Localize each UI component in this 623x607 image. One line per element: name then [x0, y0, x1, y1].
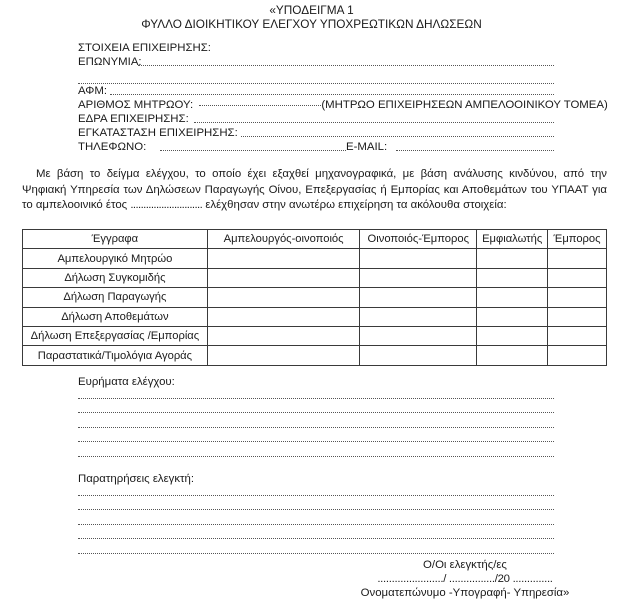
phone-field[interactable] [160, 150, 346, 151]
table-cell[interactable] [477, 346, 548, 365]
afm-field[interactable] [110, 94, 554, 95]
table-cell[interactable] [548, 326, 607, 345]
header-documents: Έγγραφα [23, 230, 208, 249]
row-label: Δήλωση Αποθεμάτων [23, 307, 208, 326]
email-label: E-MAIL: [346, 141, 388, 153]
table-cell[interactable] [477, 326, 548, 345]
table-cell[interactable] [477, 307, 548, 326]
installation-field[interactable] [241, 136, 554, 137]
name-field[interactable] [138, 65, 554, 66]
installation-field-row [78, 127, 554, 139]
installation-label: ΕΓΚΑΤΑΣΤΑΣΗ ΕΠΙΧΕΙΡΗΣΗΣ: [78, 127, 238, 139]
remarks-line[interactable] [78, 553, 554, 554]
table-cell[interactable] [207, 307, 360, 326]
documents-table [22, 229, 607, 366]
registry-field-row [78, 99, 608, 111]
table-cell[interactable] [548, 288, 607, 307]
form-subtitle: «ΥΠΟΔΕΙΓΜΑ 1 [269, 3, 354, 17]
row-label: Δήλωση Συγκομιδής [23, 268, 208, 287]
header-grower-winemaker: Αμπελουργός-οινοποιός [207, 230, 360, 249]
table-cell[interactable] [360, 288, 477, 307]
table-row [23, 307, 607, 326]
seat-label: ΕΔΡΑ ΕΠΙΧΕΙΡΗΣΗΣ: [78, 113, 189, 125]
seat-field[interactable] [194, 122, 554, 123]
remarks-label: Παρατηρήσεις ελεγκτή: [78, 473, 195, 485]
table-cell[interactable] [360, 346, 477, 365]
table-cell[interactable] [477, 288, 548, 307]
registry-label: ΑΡΙΘΜΟΣ ΜΗΤΡΩΟΥ: [78, 99, 194, 111]
name-field-row [78, 56, 554, 68]
row-label: Δήλωση Επεξεργασίας /Εμπορίας [23, 326, 208, 345]
remarks-line[interactable] [78, 524, 554, 525]
findings-line[interactable] [78, 456, 554, 457]
phone-label: ΤΗΛΕΦΩΝΟ: [78, 141, 147, 153]
row-label: Δήλωση Παραγωγής [23, 288, 208, 307]
intro-text-part2: ελέχθησαν στην ανωτέρω επιχείρηση τα ακόλουθα στοιχεία: [205, 199, 507, 211]
seat-field-row [78, 113, 554, 125]
findings-label: Ευρήματα ελέγχου: [78, 376, 175, 388]
registry-field[interactable] [199, 105, 321, 106]
table-cell[interactable] [207, 288, 360, 307]
findings-line[interactable] [78, 398, 554, 399]
table-row [23, 326, 607, 345]
intro-text-part1: Με βάση το δείγμα ελέγχου, το οποίο έχει εξαχθεί μηχανογραφικά, με βάση ανάλυσης κινδύνου, από την Ψηφιακή Υπηρεσία των Δηλώσεων Παραγωγής Οίνου, Επεξεργασίας ή Εμπορίας και Αποθεμάτων του ΥΠΑΑΤ για το αμπελοοινικό έτος [22, 168, 607, 211]
table-cell[interactable] [207, 326, 360, 345]
name-field-continuation[interactable] [78, 83, 554, 84]
registry-note: (ΜΗΤΡΩΟ ΕΠΙΧΕΙΡΗΣΕΩΝ ΑΜΠΕΛΟΟΙΝΙΚΟΥ ΤΟΜΕΑ) [321, 99, 608, 111]
table-row [23, 268, 607, 287]
table-cell[interactable] [548, 249, 607, 268]
name-label: ΕΠΩΝΥΜΙΑ: [78, 56, 142, 68]
table-cell[interactable] [360, 307, 477, 326]
table-cell[interactable] [360, 249, 477, 268]
email-field[interactable] [396, 150, 554, 151]
table-cell[interactable] [548, 346, 607, 365]
table-header-row [23, 230, 607, 249]
row-label: Αμπελουργικό Μητρώο [23, 249, 208, 268]
afm-label: ΑΦΜ: [78, 85, 108, 97]
business-section-label: ΣΤΟΙΧΕΙΑ ΕΠΙΧΕΙΡΗΣΗΣ: [78, 42, 211, 54]
table-cell[interactable] [477, 268, 548, 287]
header-winemaker-trader: Οινοποιός-Έμπορος [360, 230, 477, 249]
table-cell[interactable] [207, 249, 360, 268]
table-cell[interactable] [548, 307, 607, 326]
afm-field-row [78, 85, 554, 97]
header-trader: Έμπορος [548, 230, 607, 249]
table-row [23, 249, 607, 268]
findings-line[interactable] [78, 427, 554, 428]
intro-paragraph [22, 167, 607, 214]
inspectors-label: Ο/Οι ελεγκτής/ες [423, 559, 507, 571]
signature-label: Ονοματεπώνυμο -Υπογραφή- Υπηρεσία» [360, 587, 570, 599]
signature-date-field[interactable]: ......................./ ................/20 .............. [377, 573, 553, 585]
form-title: ΦΥΛΛΟ ΔΙΟΙΚΗΤΙΚΟΥ ΕΛΕΓΧΟΥ ΥΠΟΧΡΕΩΤΙΚΩΝ ΔΗΛΩΣΕΩΝ [141, 17, 482, 31]
remarks-line[interactable] [78, 509, 554, 510]
header-bottler: Εμφιαλωτής [477, 230, 548, 249]
findings-line[interactable] [78, 412, 554, 413]
table-row [23, 346, 607, 365]
table-cell[interactable] [360, 326, 477, 345]
table-cell[interactable] [207, 268, 360, 287]
remarks-line[interactable] [78, 538, 554, 539]
year-field[interactable]: ............................ [130, 199, 203, 211]
remarks-line[interactable] [78, 495, 554, 496]
table-cell[interactable] [477, 249, 548, 268]
table-cell[interactable] [360, 268, 477, 287]
row-label: Παραστατικά/Τιμολόγια Αγοράς [23, 346, 208, 365]
phone-email-row [78, 141, 554, 153]
table-cell[interactable] [207, 346, 360, 365]
table-row [23, 288, 607, 307]
table-cell[interactable] [548, 268, 607, 287]
findings-line[interactable] [78, 441, 554, 442]
